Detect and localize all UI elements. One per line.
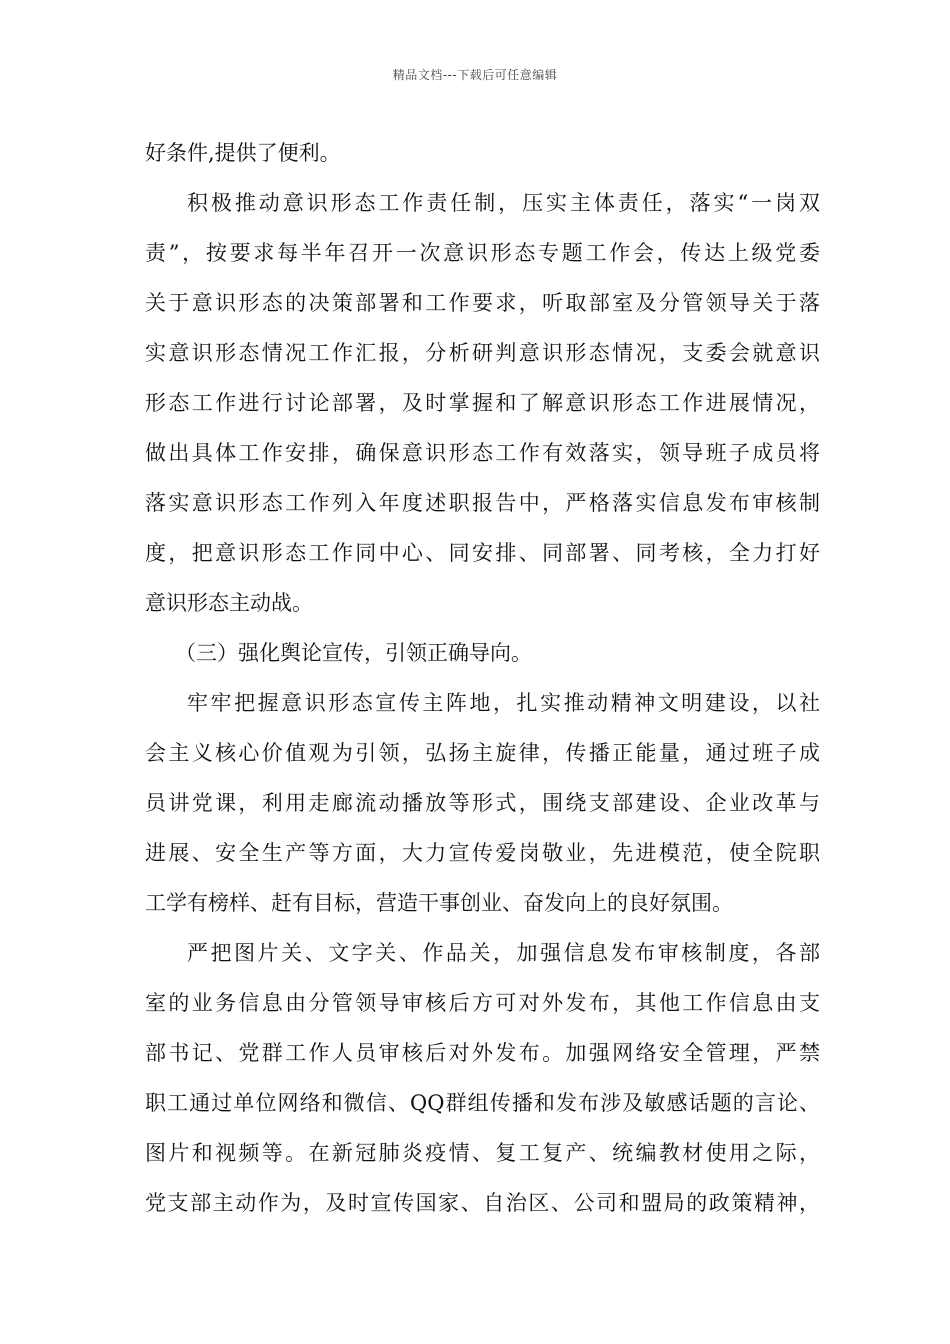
paragraph-line: 好条件,提供了便利。 <box>145 141 341 165</box>
paragraph-line: 关于意识形态的决策部署和工作要求，听取部室及分管领导关于落 <box>145 291 820 315</box>
paragraph-line: 员讲党课，利用走廊流动播放等形式，围绕支部建设、企业改革与 <box>145 791 820 815</box>
paragraph-line: 责”，按要求每半年召开一次意识形态专题工作会，传达上级党委 <box>145 241 820 265</box>
document-body <box>145 128 820 1228</box>
paragraph-line: 做出具体工作安排，确保意识形态工作有效落实，领导班子成员将 <box>145 441 820 465</box>
paragraph-line: 工学有榜样、赶有目标，营造干事创业、奋发向上的良好氛围。 <box>145 891 733 915</box>
paragraph-line: 部书记、党群工作人员审核后对外发布。加强网络安全管理，严禁 <box>145 1041 820 1065</box>
paragraph-line: 牢牢把握意识形态宣传主阵地，扎实推动精神文明建设，以社 <box>187 691 820 715</box>
paragraph-line: 度，把意识形态工作同中心、同安排、同部署、同考核，全力打好 <box>145 541 820 565</box>
paragraph-line: 严把图片关、文字关、作品关，加强信息发布审核制度，各部 <box>187 941 820 965</box>
section-heading: （三）强化舆论宣传，引领正确导向。 <box>175 641 532 665</box>
page-header: 精品文档---下载后可任意编辑 <box>392 68 558 82</box>
paragraph-line: 形态工作进行讨论部署，及时掌握和了解意识形态工作进展情况， <box>145 391 820 415</box>
paragraph-line: 实意识形态情况工作汇报，分析研判意识形态情况，支委会就意识 <box>145 341 820 365</box>
paragraph-line: 意识形态主动战。 <box>145 591 313 615</box>
paragraph-line: 进展、安全生产等方面，大力宣传爱岗敬业，先进模范，使全院职 <box>145 841 820 865</box>
paragraph-line: 职工通过单位网络和微信、QQ群组传播和发布涉及敏感话题的言论、 <box>145 1091 820 1115</box>
paragraph-line: 图片和视频等。在新冠肺炎疫情、复工复产、统编教材使用之际， <box>145 1141 820 1165</box>
paragraph-line: 室的业务信息由分管领导审核后方可对外发布，其他工作信息由支 <box>145 991 820 1015</box>
paragraph-line: 积极推动意识形态工作责任制，压实主体责任，落实“一岗双 <box>187 191 820 215</box>
paragraph-line: 落实意识形态工作列入年度述职报告中，严格落实信息发布审核制 <box>145 491 820 515</box>
paragraph-line: 党支部主动作为，及时宣传国家、自治区、公司和盟局的政策精神， <box>145 1191 820 1215</box>
paragraph-line: 会主义核心价值观为引领，弘扬主旋律，传播正能量，通过班子成 <box>145 741 820 765</box>
